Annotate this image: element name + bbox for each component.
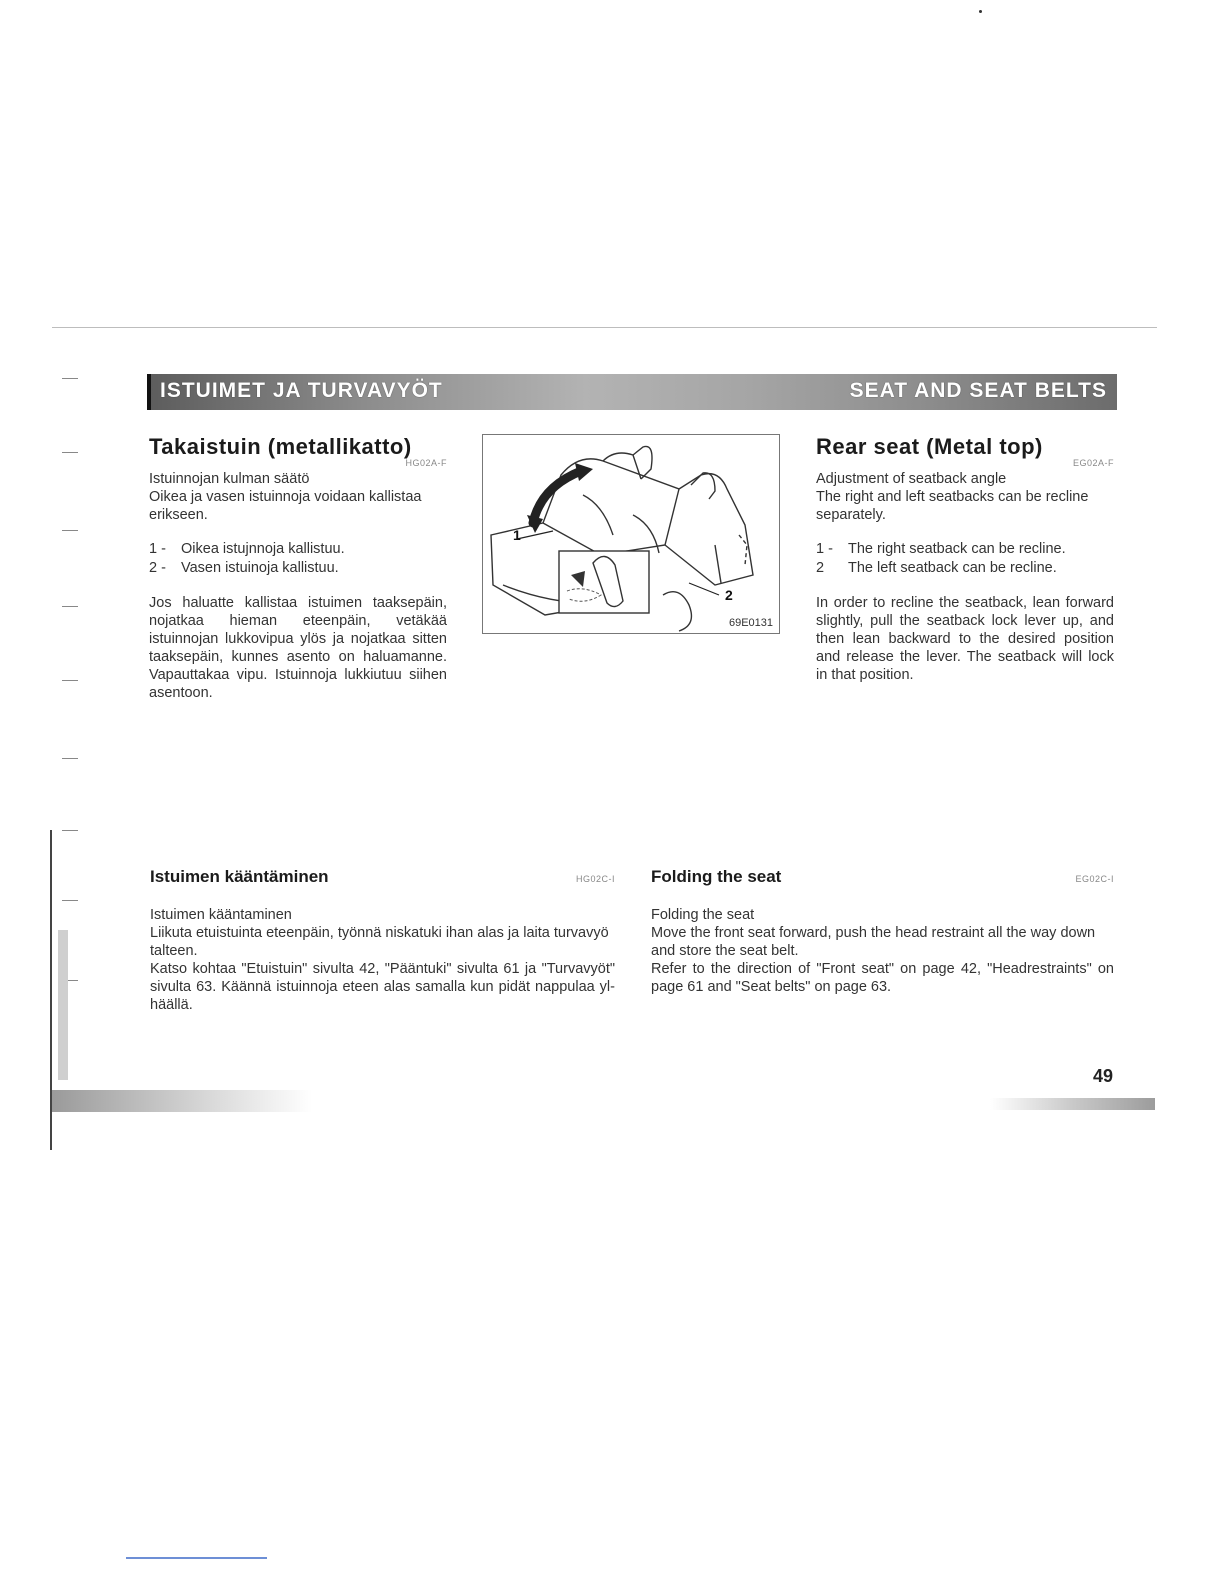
binding-edge-marks [58,370,82,1150]
list-item: 1 - Oikea istujnnoja kallistuu. [149,541,345,557]
fi-intro-line2: Oikea ja vasen istuinnoja voidaan kallistaa erikseen. [149,489,422,523]
header-title-finnish: ISTUIMET JA TURVAVYÖT [160,379,443,402]
list-item: 2 - Vasen istuinoja kallistuu. [149,560,339,576]
fi-folding-body: Istuimen kääntaminen Liikuta etuistuinta eteenpäin, työnnä niskatuki ihan alas ja laita turvavyö talteen. Katso kohtaa "Etuistuin" sivulta 42, "Pääntuki" sivulta 61 ja "Turvavyöt" sivulta 63. Käännä istuinnoja eteen alas samalla kun pidät nappulaa yl-häällä. [150,907,615,1013]
fi-folding-title: Istuimen kääntäminen [150,867,329,886]
top-rule [52,327,1157,328]
en-folding-body: Folding the seat Move the front seat forward, push the head restraint all the way down and store the seat belt. Refer to the direction of "Front seat" on page 42, "Headrestraints" on page 61 and "Seat belts" on page 63. [651,907,1114,995]
fi-rear-seat-code: HG02A-F [405,458,447,468]
header-title-english: SEAT AND SEAT BELTS [849,379,1107,402]
en-intro-line2: The right and left seatbacks can be recline separately. [816,489,1089,523]
fi-folding-section [150,867,615,1014]
en-rear-seat-body: In order to recline the seatback, lean forward slightly, pull the seatback lock lever up, and then lean backward to the desired position and release the lever. The seatback will lock in that position. [816,595,1114,683]
fi-rear-seat-body: Jos haluatte kallistaa istuimen taaksepäin, nojatkaa hieman eteenpäin, vetäkää istuinnojan lukkovipua ylös ja nojatkaa sitten taaksepäin, kunnes asento on haluamanne. Vapauttakaa vipu. Istuinnoja lukkiutuu siihen asentoon. [149,595,447,701]
en-rear-seat-title: Rear seat (Metal top) [816,434,1043,459]
figure-label-1: 1 [513,527,521,543]
bottom-right-smudge [990,1098,1155,1110]
figure-label-2: 2 [725,587,733,603]
seat-recline-figure [482,434,780,634]
fi-rear-seat-intro [149,470,447,524]
fi-folding-code: HG02C-I [575,874,615,884]
en-rear-seat-code: EG02A-F [1072,458,1114,468]
en-folding-title: Folding the seat [651,867,782,886]
page-number: 49 [1093,1066,1114,1086]
en-folding-section [651,867,1114,996]
list-item: 2 The left seatback can be recline. [816,560,1057,576]
figure-code: 69E0131 [728,617,773,629]
fi-intro-line1: Istuinnojan kulman säätö [149,471,310,487]
en-rear-seat-list [816,540,1114,578]
bottom-underline [126,1557,267,1559]
en-intro-line1: Adjustment of seatback angle [816,471,1007,487]
rear-seat-illustration [483,435,779,633]
en-rear-seat-section [816,434,1114,684]
recline-arrow [533,471,581,523]
bottom-left-smudge [52,1090,312,1112]
corner-dot [979,10,982,13]
list-item: 1 - The right seatback can be recline. [816,541,1066,557]
fi-rear-seat-title: Takaistuin (metallikatto) [149,434,412,459]
en-rear-seat-intro [816,470,1114,524]
fi-rear-seat-section [149,434,447,702]
fi-rear-seat-list [149,540,447,578]
en-folding-code: EG02C-I [1075,874,1114,884]
